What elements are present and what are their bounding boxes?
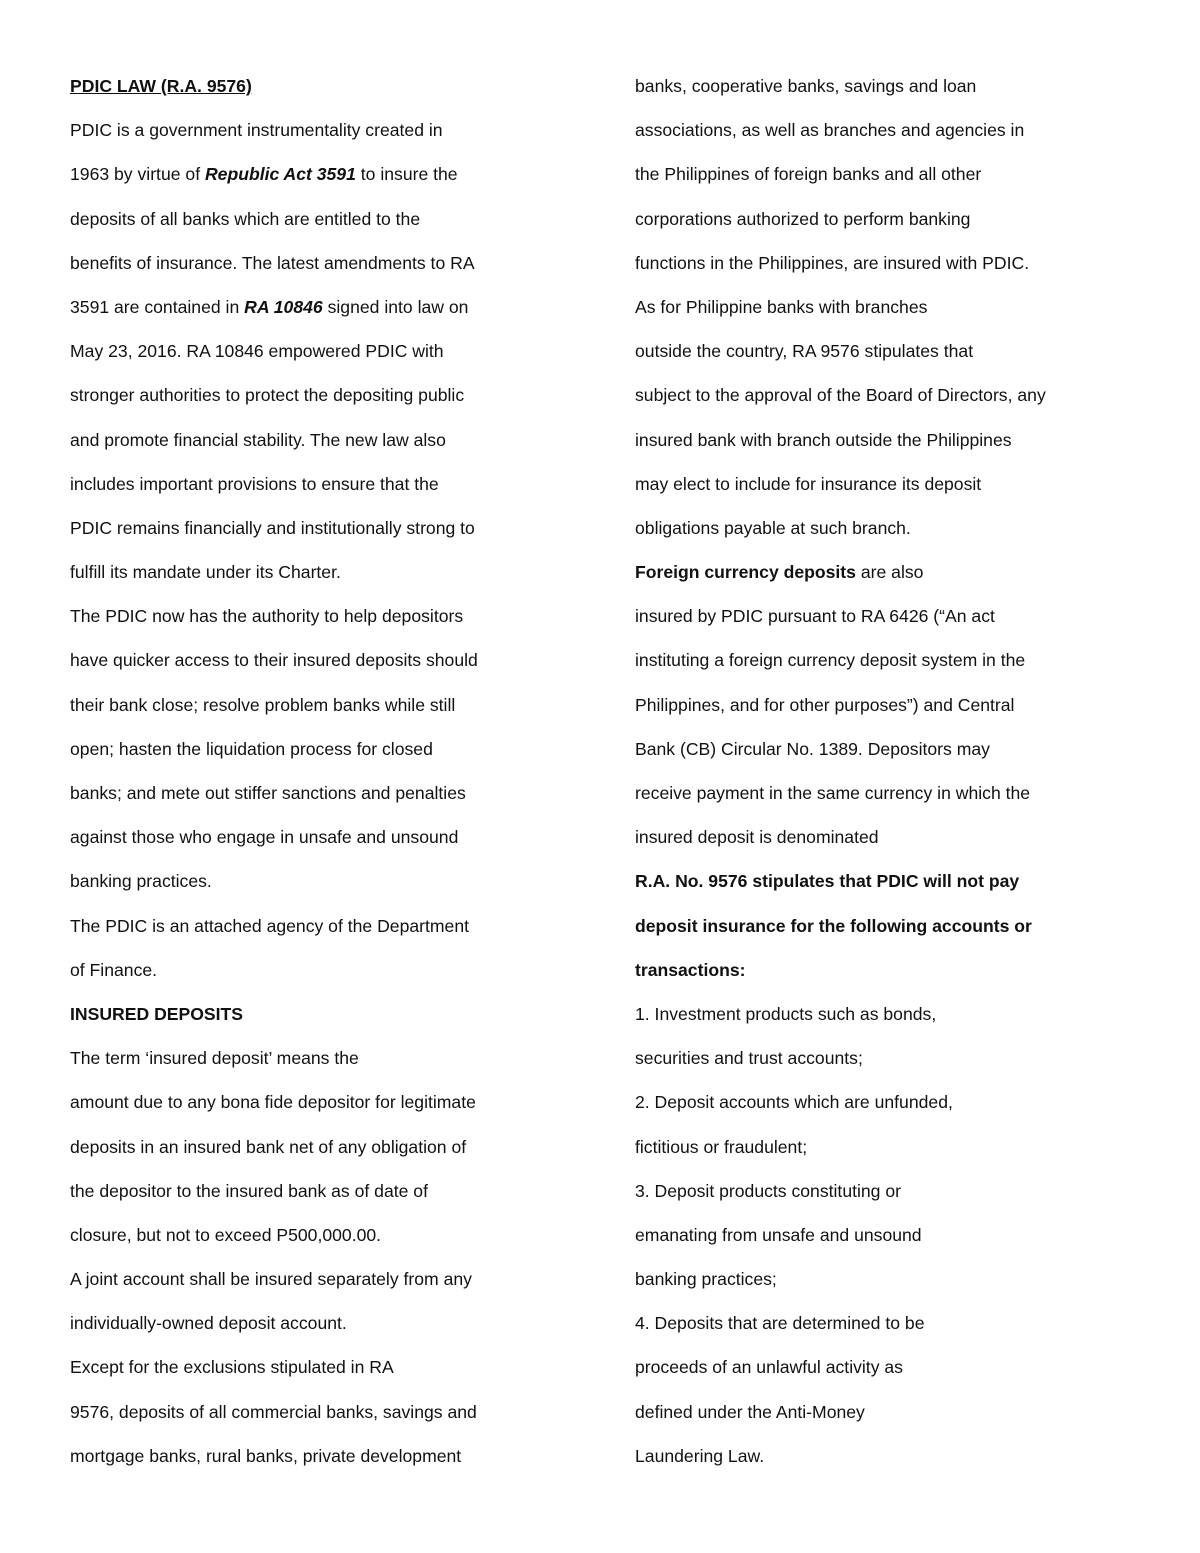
- text-line: [70, 1171, 570, 1215]
- text-run: PDIC LAW (R.A. 9576): [70, 76, 252, 96]
- text-run: INSURED DEPOSITS: [70, 1003, 244, 1024]
- text-line: [70, 596, 570, 640]
- text-line: [70, 1436, 570, 1480]
- text-line: [635, 199, 1115, 243]
- text-line: [635, 685, 1115, 729]
- text-run: The term ‘insured deposit’ means the: [70, 1048, 359, 1069]
- text-line: [635, 508, 1115, 552]
- text-run: may elect to include for insurance its deposit: [635, 473, 982, 494]
- text-line: [70, 552, 570, 596]
- text-run: signed into law on: [322, 296, 469, 317]
- text-run: open; hasten the liquidation process for closed: [70, 738, 433, 759]
- text-run: PDIC remains financially and institutionally strong to: [70, 517, 475, 538]
- text-line: [635, 994, 1115, 1038]
- text-run: Bank (CB) Circular No. 1389. Depositors may: [635, 738, 990, 759]
- text-line: [70, 685, 570, 729]
- text-run: As for Philippine banks with branches: [635, 296, 928, 317]
- text-line: [70, 1038, 570, 1082]
- text-run: corporations authorized to perform banking: [635, 208, 971, 229]
- text-run: receive payment in the same currency in which the: [635, 783, 1031, 803]
- text-run: of Finance.: [70, 959, 158, 980]
- text-line: [70, 287, 570, 331]
- text-run: emanating from unsafe and unsound: [635, 1224, 922, 1245]
- text-line: [70, 640, 570, 684]
- text-line: [635, 729, 1115, 773]
- text-run: R.A. No. 9576 stipulates that PDIC will not pay: [635, 871, 1020, 892]
- text-line: [635, 287, 1115, 331]
- right-column: [635, 66, 1115, 1480]
- text-line: [635, 375, 1115, 419]
- text-run: Philippines, and for other purposes”) and Central: [635, 694, 1015, 715]
- left-column: [70, 66, 570, 1480]
- text-line: [70, 331, 570, 375]
- text-run: 9576, deposits of all commercial banks, savings and: [70, 1401, 477, 1422]
- text-line: [70, 817, 570, 861]
- text-run: Republic Act 3591: [204, 164, 356, 185]
- text-line: [635, 906, 1115, 950]
- text-run: benefits of insurance. The latest amendments to RA: [70, 252, 475, 273]
- text-run: the depositor to the insured bank as of date of: [70, 1180, 428, 1201]
- text-line: [635, 1215, 1115, 1259]
- text-run: 2. Deposit accounts which are unfunded,: [635, 1092, 953, 1113]
- text-run: outside the country, RA 9576 stipulates that: [635, 341, 974, 362]
- text-run: are also: [855, 562, 924, 583]
- text-run: closure, but not to exceed P500,000.00.: [70, 1224, 382, 1245]
- text-run: 3591 are contained in: [70, 296, 245, 317]
- text-line: [70, 1082, 570, 1126]
- text-line: [635, 110, 1115, 154]
- text-run: banks; and mete out stiffer sanctions and penalties: [70, 783, 466, 803]
- text-line: [635, 817, 1115, 861]
- text-run: insured bank with branch outside the Philippines: [635, 429, 1012, 450]
- text-line: [635, 464, 1115, 508]
- text-line: [635, 1038, 1115, 1082]
- text-run: insured deposit is denominated: [635, 827, 879, 848]
- text-run: have quicker access to their insured deposits should: [70, 650, 478, 671]
- text-run: defined under the Anti-Money: [635, 1401, 865, 1422]
- text-line: [70, 420, 570, 464]
- text-run: subject to the approval of the Board of Directors, any: [635, 385, 1046, 406]
- text-line: [70, 1127, 570, 1171]
- text-line: [70, 243, 570, 287]
- text-line: [635, 243, 1115, 287]
- text-run: fictitious or fraudulent;: [635, 1136, 808, 1157]
- text-line: [70, 199, 570, 243]
- text-run: instituting a foreign currency deposit system in the: [635, 650, 1026, 671]
- text-line: [635, 1392, 1115, 1436]
- text-line: [70, 1303, 570, 1347]
- text-run: obligations payable at such branch.: [635, 517, 911, 538]
- text-run: to insure the: [355, 164, 458, 185]
- text-line: [635, 552, 1115, 596]
- text-line: [635, 596, 1115, 640]
- text-line: [635, 66, 1115, 110]
- text-run: 1963 by virtue of: [70, 164, 205, 185]
- text-run: Except for the exclusions stipulated in RA: [70, 1357, 394, 1378]
- text-run: 1. Investment products such as bonds,: [635, 1003, 937, 1024]
- text-line: [70, 729, 570, 773]
- text-run: associations, as well as branches and agencies in: [635, 120, 1025, 141]
- text-run: stronger authorities to protect the depositing public: [70, 385, 465, 406]
- text-line: [70, 1392, 570, 1436]
- text-run: and promote financial stability. The new law also: [70, 429, 446, 450]
- text-run: deposits of all banks which are entitled to the: [70, 208, 421, 229]
- text-run: amount due to any bona fide depositor for legitimate: [70, 1092, 476, 1113]
- text-run: transactions:: [635, 959, 746, 980]
- text-run: insured by PDIC pursuant to RA 6426 (“An act: [635, 606, 995, 627]
- text-run: The PDIC now has the authority to help depositors: [70, 606, 464, 627]
- text-line: [70, 464, 570, 508]
- text-run: PDIC is a government instrumentality created in: [70, 120, 443, 141]
- text-line: [635, 1082, 1115, 1126]
- text-line: [635, 154, 1115, 198]
- text-run: deposits in an insured bank net of any obligation of: [70, 1136, 467, 1157]
- text-line: [635, 950, 1115, 994]
- text-run: includes important provisions to ensure that the: [70, 473, 439, 494]
- text-run: fulfill its mandate under its Charter.: [70, 562, 341, 583]
- text-line: [635, 420, 1115, 464]
- text-line: [70, 861, 570, 905]
- text-line: [70, 110, 570, 154]
- text-run: their bank close; resolve problem banks while still: [70, 694, 456, 715]
- text-line: [70, 950, 570, 994]
- text-run: functions in the Philippines, are insured with PDIC.: [635, 252, 1030, 273]
- text-line: [70, 1259, 570, 1303]
- text-line: [635, 1127, 1115, 1171]
- text-line: [635, 1436, 1115, 1480]
- text-run: individually-owned deposit account.: [70, 1313, 347, 1334]
- text-line: [70, 1347, 570, 1391]
- text-run: A joint account shall be insured separately from any: [70, 1269, 472, 1290]
- text-line: [70, 773, 570, 817]
- text-run: mortgage banks, rural banks, private development: [70, 1445, 462, 1466]
- text-run: 4. Deposits that are determined to be: [635, 1313, 925, 1334]
- text-line: [635, 1303, 1115, 1347]
- text-run: The PDIC is an attached agency of the Department: [70, 915, 470, 936]
- text-run: banking practices.: [70, 871, 212, 892]
- text-run: Laundering Law.: [635, 1445, 765, 1466]
- text-line: [70, 508, 570, 552]
- text-run: banks, cooperative banks, savings and loan: [635, 76, 977, 96]
- text-line: [635, 773, 1115, 817]
- text-line: [70, 994, 570, 1038]
- text-run: 3. Deposit products constituting or: [635, 1180, 902, 1201]
- text-line: [635, 1171, 1115, 1215]
- text-run: the Philippines of foreign banks and all other: [635, 164, 982, 185]
- text-line: [70, 66, 570, 110]
- text-run: deposit insurance for the following accounts or: [635, 915, 1032, 936]
- text-line: [635, 1259, 1115, 1303]
- text-run: banking practices;: [635, 1269, 777, 1290]
- text-line: [70, 906, 570, 950]
- text-run: securities and trust accounts;: [635, 1048, 863, 1069]
- text-run: Foreign currency deposits: [635, 562, 856, 583]
- text-line: [70, 375, 570, 419]
- text-line: [635, 861, 1115, 905]
- text-run: RA 10846: [244, 296, 323, 317]
- text-line: [635, 331, 1115, 375]
- text-line: [635, 1347, 1115, 1391]
- text-line: [635, 640, 1115, 684]
- text-run: May 23, 2016. RA 10846 empowered PDIC with: [70, 341, 444, 362]
- text-line: [70, 1215, 570, 1259]
- text-run: against those who engage in unsafe and unsound: [70, 827, 459, 848]
- text-line: [70, 154, 570, 198]
- text-run: proceeds of an unlawful activity as: [635, 1357, 903, 1378]
